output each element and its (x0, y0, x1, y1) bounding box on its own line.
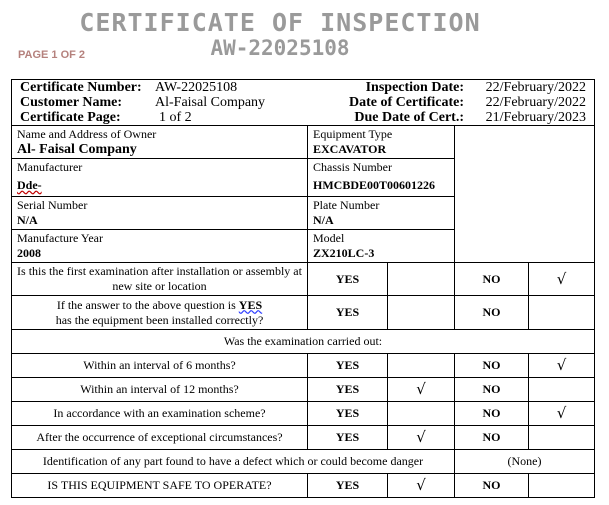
owner-value: Al- Faisal Company (17, 142, 137, 157)
inspection-date-value: 22/February/2022 (485, 80, 586, 95)
model-cell (308, 230, 455, 263)
plate-label: Plate Number (313, 198, 380, 212)
serial-label: Serial Number (17, 198, 88, 212)
no-box (529, 296, 595, 330)
yes-check-mark: √ (388, 378, 455, 402)
defect-row (12, 450, 595, 474)
question-row-12-months (12, 378, 595, 402)
customer-name-label: Customer Name: (20, 95, 122, 110)
question-installed-correctly (12, 296, 308, 330)
year-cell (12, 230, 308, 263)
manufacturer-label: Manufacturer (17, 160, 83, 174)
question-6-months: Within an interval of 6 months? (12, 354, 308, 378)
plate-value: N/A (313, 213, 334, 227)
defect-value: (None) (455, 450, 595, 474)
cert-number-value: AW-22025108 (155, 80, 238, 95)
no-label: NO (455, 378, 529, 402)
plate-cell (308, 197, 455, 230)
no-check-mark: √ (529, 263, 595, 296)
yes-box (388, 354, 455, 378)
customer-name-value: Al-Faisal Company (155, 95, 266, 110)
page-indicator: PAGE 1 OF 2 (18, 49, 86, 61)
date-of-certificate-label: Date of Certificate: (348, 95, 464, 110)
equipment-type-cell (308, 126, 455, 159)
chassis-cell (308, 159, 455, 197)
chassis-label: Chassis Number (313, 160, 392, 174)
yes-check-mark: √ (388, 426, 455, 450)
yes-label: YES (308, 474, 388, 498)
yes-box (388, 263, 455, 296)
question-exceptional-circumstances: After the occurrence of exceptional circumstances? (12, 426, 308, 450)
safe-to-operate-row (12, 474, 595, 498)
no-label: NO (455, 296, 529, 330)
question-12-months: Within an interval of 12 months? (12, 378, 308, 402)
question-row-installed-correctly (12, 296, 595, 330)
question-first-exam: Is this the first examination after installation or assembly at new site or location (12, 263, 308, 296)
yes-check-mark: √ (388, 474, 455, 498)
date-of-certificate-value: 22/February/2022 (485, 95, 586, 110)
equipment-type-value: EXCAVATOR (313, 142, 387, 156)
safe-to-operate-question: IS THIS EQUIPMENT SAFE TO OPERATE? (12, 474, 308, 498)
certificate-page-label: Certificate Page: (20, 110, 121, 125)
yes-box (388, 296, 455, 330)
certificate-code-heading: AW-22025108 (210, 36, 350, 60)
question-prefix: If the answer to the above question is (56, 297, 236, 312)
summary-block (12, 80, 595, 126)
manufacturer-value: Dde- (17, 178, 42, 192)
question-yes-word: YES (238, 297, 263, 312)
equipment-type-label: Equipment Type (313, 127, 393, 141)
yes-label: YES (308, 426, 388, 450)
year-label: Manufacture Year (17, 231, 103, 245)
question-row-first-exam (12, 263, 595, 296)
serial-value: N/A (17, 213, 38, 227)
blank-side-cell (455, 126, 595, 263)
question-examination-scheme: In accordance with an examination scheme? (12, 402, 308, 426)
serial-cell (12, 197, 308, 230)
question-row-examination-scheme (12, 402, 595, 426)
yes-label: YES (308, 354, 388, 378)
year-value: 2008 (17, 246, 41, 260)
yes-label: YES (308, 296, 388, 330)
manufacturer-cell (12, 159, 308, 197)
no-box (529, 474, 595, 498)
model-value: ZX210LC-3 (313, 246, 375, 260)
no-label: NO (455, 402, 529, 426)
examination-carried-out-heading: Was the examination carried out: (12, 330, 595, 354)
inspection-table (11, 79, 595, 498)
defect-question: Identification of any part found to have a defect which or could become danger (12, 450, 455, 474)
due-date-value: 21/February/2023 (485, 110, 586, 125)
due-date-label: Due Date of Cert.: (354, 110, 464, 125)
yes-label: YES (308, 263, 388, 296)
question-suffix: has the equipment been installed correctly? (55, 312, 264, 327)
no-label: NO (455, 426, 529, 450)
chassis-value: HMCBDE00T00601226 (313, 178, 436, 192)
certificate-page-value: 1 of 2 (159, 110, 192, 125)
inspection-date-label: Inspection Date: (365, 80, 464, 95)
no-label: NO (455, 263, 529, 296)
certificate-title: CERTIFICATE OF INSPECTION (79, 8, 481, 37)
owner-cell (12, 126, 308, 159)
no-label: NO (455, 354, 529, 378)
owner-label: Name and Address of Owner (17, 127, 157, 141)
no-label: NO (455, 474, 529, 498)
yes-label: YES (308, 378, 388, 402)
no-check-mark: √ (529, 354, 595, 378)
no-check-mark: √ (529, 402, 595, 426)
yes-box (388, 402, 455, 426)
no-box (529, 426, 595, 450)
no-box (529, 378, 595, 402)
question-row-6-months (12, 354, 595, 378)
cert-number-label: Certificate Number: (20, 80, 142, 95)
question-row-exceptional-circumstances (12, 426, 595, 450)
summary-grid (12, 80, 594, 125)
model-label: Model (313, 231, 345, 245)
yes-label: YES (308, 402, 388, 426)
